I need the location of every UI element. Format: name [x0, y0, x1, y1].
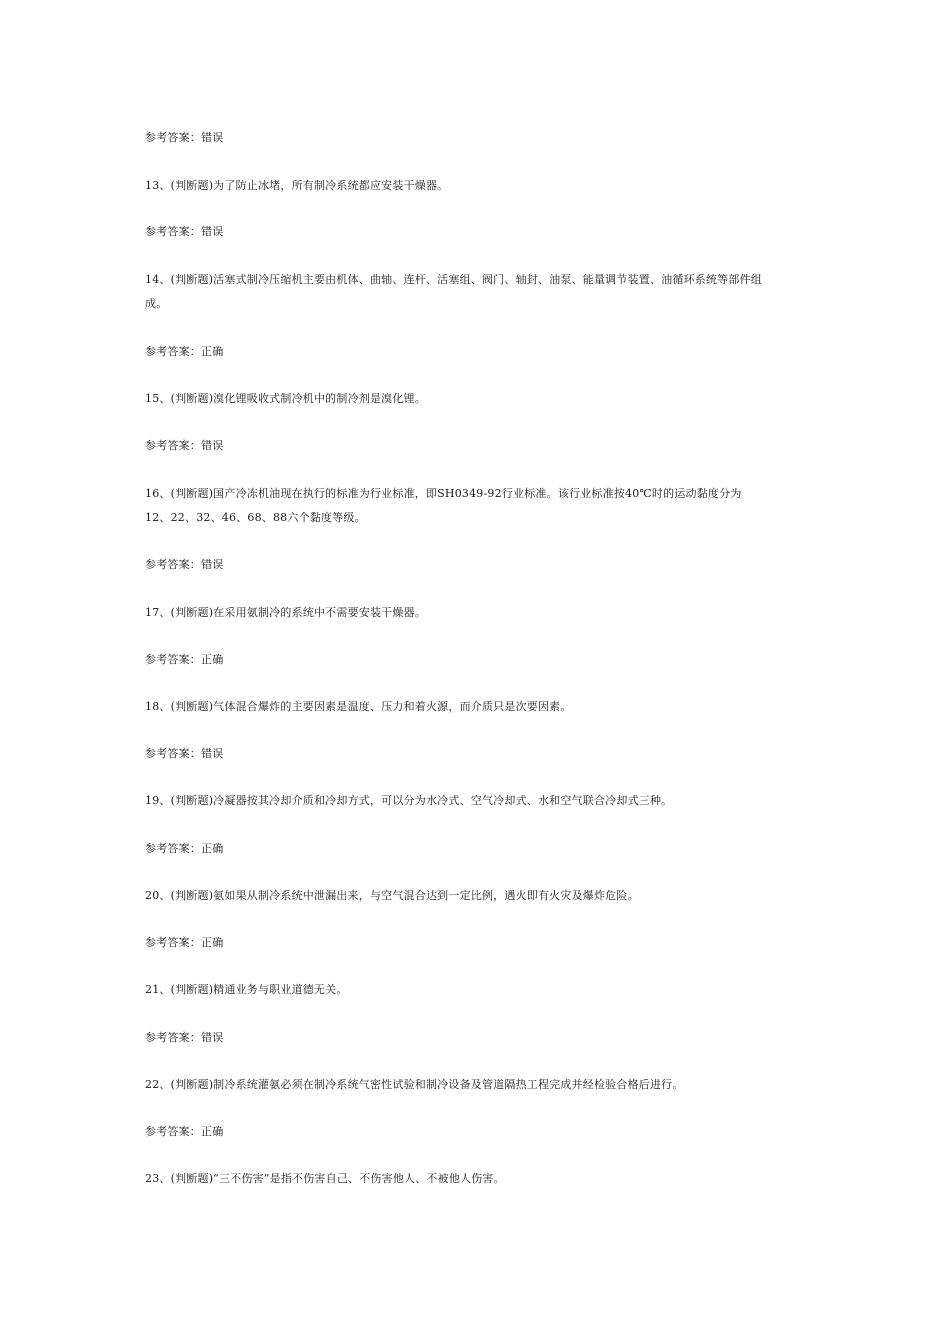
answer-17: 参考答案：正确 — [145, 653, 224, 666]
question-15: 15、(判断题)溴化锂吸收式制冷机中的制冷剂是溴化锂。 — [145, 392, 426, 405]
answer-13: 参考答案：错误 — [145, 225, 224, 238]
answer-21: 参考答案：错误 — [145, 1031, 224, 1044]
question-21: 21、(判断题)精通业务与职业道德无关。 — [145, 983, 348, 996]
answer-14: 参考答案：正确 — [145, 345, 224, 358]
question-18: 18、(判断题)气体混合爆炸的主要因素是温度、压力和着火源，而介质只是次要因素。 — [145, 700, 572, 713]
answer-12: 参考答案：错误 — [145, 131, 224, 144]
question-14-line-2: 成。 — [145, 297, 168, 310]
answer-18: 参考答案：错误 — [145, 747, 224, 760]
question-23: 23、(判断题)“三不伤害”是指不伤害自己、不伤害他人、不被他人伤害。 — [145, 1172, 505, 1185]
question-19: 19、(判断题)冷凝器按其冷却介质和冷却方式，可以分为水冷式、空气冷却式、水和空气联合冷却式三种。 — [145, 794, 673, 807]
question-20: 20、(判断题)氨如果从制冷系统中泄漏出来，与空气混合达到一定比例，遇火即有火灾及爆炸危险。 — [145, 889, 639, 902]
answer-20: 参考答案：正确 — [145, 936, 224, 949]
answer-15: 参考答案：错误 — [145, 439, 224, 452]
answer-16: 参考答案：错误 — [145, 558, 224, 571]
question-14-line-1: 14、(判断题)活塞式制冷压缩机主要由机体、曲轴、连杆、活塞组、阀门、轴封、油泵、能量调节装置、油循环系统等部件组 — [145, 273, 762, 286]
question-17: 17、(判断题)在采用氨制冷的系统中不需要安装干燥器。 — [145, 606, 426, 619]
answer-22: 参考答案：正确 — [145, 1125, 224, 1138]
answer-19: 参考答案：正确 — [145, 842, 224, 855]
question-22: 22、(判断题)制冷系统灌氨必须在制冷系统气密性试验和制冷设备及管道隔热工程完成并经检验合格后进行。 — [145, 1078, 684, 1091]
question-16-line-2: 12、22、32、46、68、88六个黏度等级。 — [145, 511, 366, 524]
question-13: 13、(判断题)为了防止冰堵，所有制冷系统都应安装干燥器。 — [145, 179, 449, 192]
question-16-line-1: 16、(判断题)国产冷冻机油现在执行的标准为行业标准，即SH0349-92行业标准。该行业标准按40℃时的运动黏度分为 — [145, 487, 742, 500]
